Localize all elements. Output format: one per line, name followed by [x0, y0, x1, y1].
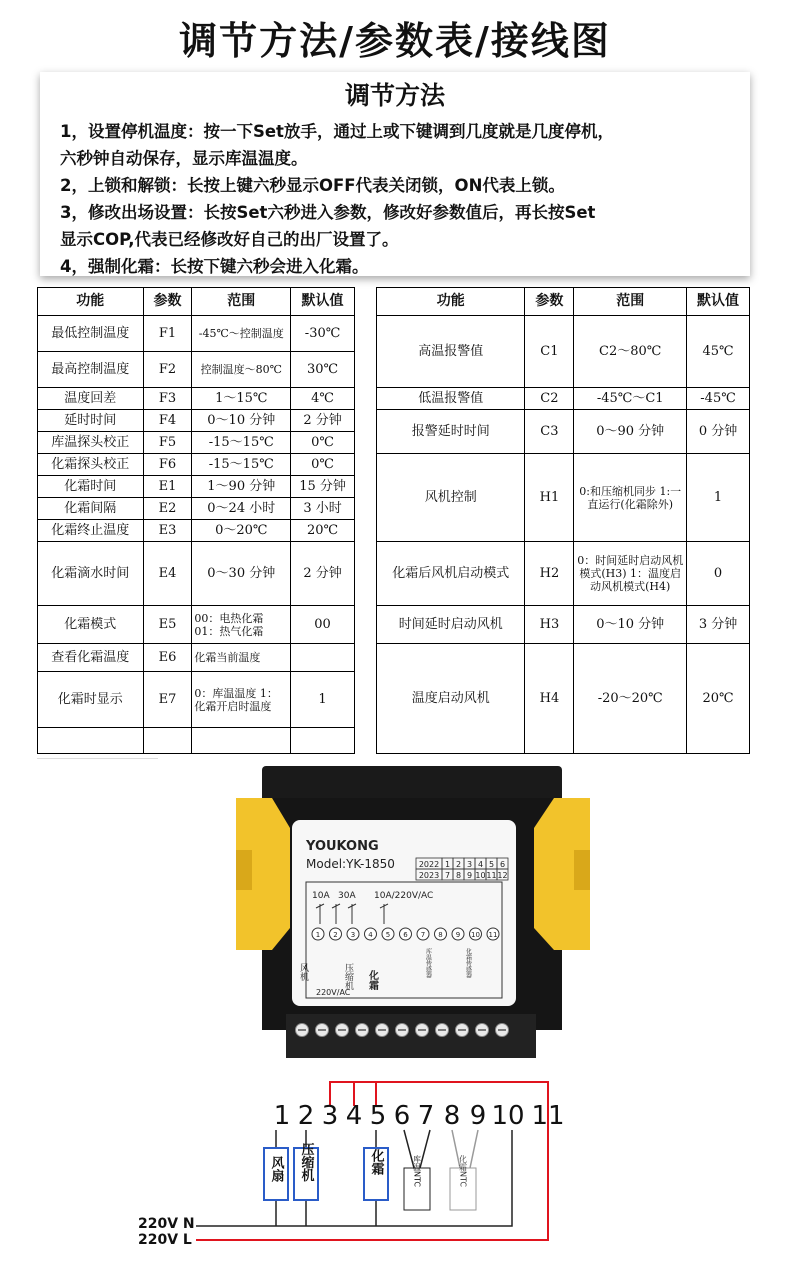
column-header: 范围: [574, 288, 687, 316]
parameter-table-right: [376, 287, 750, 754]
cell-function: 化霜间隔: [38, 498, 144, 520]
cell-param: F4: [143, 410, 192, 432]
cell-default: -45℃: [687, 388, 750, 410]
cell-function: 最低控制温度: [38, 316, 144, 352]
column-header: 参数: [143, 288, 192, 316]
cell-range: -45℃～控制温度: [192, 316, 291, 352]
cell-range: 00：电热化霜 01：热气化霜: [192, 606, 291, 644]
cell-param: H4: [525, 644, 574, 754]
cell-param: C1: [525, 316, 574, 388]
cell-default: 15 分钟: [291, 476, 355, 498]
cell-range: 0～10 分钟: [574, 606, 687, 644]
cell-function: 化霜后风机启动模式: [377, 542, 525, 606]
table-row: [38, 476, 355, 498]
table-row: [38, 672, 355, 728]
wiring-diagram: [0, 1078, 790, 1263]
cell-function: 化霜探头校正: [38, 454, 144, 476]
table-row: [377, 606, 750, 644]
cell-function: 最高控制温度: [38, 352, 144, 388]
cell-param: E3: [143, 520, 192, 542]
cell-param: F6: [143, 454, 192, 476]
terminal-number-row: [274, 1101, 565, 1131]
cell-default: -30℃: [291, 316, 355, 352]
cell-range: C2～80℃: [574, 316, 687, 388]
cell-param: F1: [143, 316, 192, 352]
wiring-terminal-number: 8: [443, 1101, 461, 1131]
method-line: 1，设置停机温度：按一下Set放手，通过上或下键调到几度就是几度停机，: [60, 122, 614, 141]
cell-default: 20℃: [291, 520, 355, 542]
neutral-label: 220V N: [138, 1216, 195, 1232]
terminal-number: 9: [455, 931, 461, 939]
table-row: [38, 352, 355, 388]
defrost-ntc-label: 化霜NTC: [458, 1155, 468, 1187]
cell-param: H3: [525, 606, 574, 644]
device-brand: YOUKONG: [306, 839, 379, 854]
cell-default: 0: [687, 542, 750, 606]
wiring-terminal-number: 2: [297, 1101, 315, 1131]
cell-range: 控制温度～80℃: [192, 352, 291, 388]
table-row: [38, 388, 355, 410]
cell-param: C3: [525, 410, 574, 454]
wiring-terminal-number: 11: [531, 1101, 565, 1131]
cell-function: 化霜滴水时间: [38, 542, 144, 606]
cell-param: E2: [143, 498, 192, 520]
cell-param: F3: [143, 388, 192, 410]
wiring-terminal-number: 6: [393, 1101, 411, 1131]
cell-function: 查看化霜温度: [38, 644, 144, 672]
column-header: 功能: [38, 288, 144, 316]
method-line: 显示COP,代表已经修改好自己的出厂设置了。: [60, 230, 399, 249]
cell-param: E5: [143, 606, 192, 644]
terminal-number: 1: [315, 931, 321, 939]
cell-default: 3 小时: [291, 498, 355, 520]
method-line: 2，上锁和解锁：长按上键六秒显示OFF代表关闭锁，ON代表上锁。: [60, 176, 565, 195]
cell-function: 化霜终止温度: [38, 520, 144, 542]
method-line: 六秒钟自动保存，显示库温温度。: [60, 149, 308, 168]
terminal-number: 4: [368, 931, 373, 939]
cell-range: 0～10 分钟: [192, 410, 291, 432]
cell-range: -15～15℃: [192, 454, 291, 476]
cell-range: 0～20℃: [192, 520, 291, 542]
cell-function: 延时时间: [38, 410, 144, 432]
rating-label: 10A: [312, 891, 330, 901]
fan-label: 风机: [298, 963, 308, 981]
cell-param: F5: [143, 432, 192, 454]
cell-range: 0：库温温度 1：化霜开启时温度: [192, 672, 291, 728]
terminal-number: 7: [420, 931, 426, 939]
date-cell: 9: [466, 871, 473, 880]
method-panel: [40, 72, 750, 276]
rating-label: 30A: [338, 891, 356, 901]
cell-param: E1: [143, 476, 192, 498]
cell-default: 20℃: [687, 644, 750, 754]
parameter-table-left: [37, 287, 355, 754]
date-cell: 2: [455, 860, 462, 869]
cell-range: -15～15℃: [192, 432, 291, 454]
cell-default: 1: [687, 454, 750, 542]
cell-default: 4℃: [291, 388, 355, 410]
cell-function: 化霜模式: [38, 606, 144, 644]
cell-default: 45℃: [687, 316, 750, 388]
cell-range: 0～24 小时: [192, 498, 291, 520]
cell-function: 温度回差: [38, 388, 144, 410]
cell-param: H1: [525, 454, 574, 542]
date-cell: 3: [466, 860, 473, 869]
table-row: [38, 316, 355, 352]
defrost-component-label: 化霜: [368, 1149, 384, 1175]
date-cell: 4: [477, 860, 484, 869]
cell-default: 0 分钟: [687, 410, 750, 454]
terminal-circles: [312, 928, 499, 940]
cell-range: -20～20℃: [574, 644, 687, 754]
terminal-number: 5: [385, 931, 391, 939]
table-row: [38, 454, 355, 476]
column-header: 默认值: [687, 288, 750, 316]
cell-range: 0:和压缩机同步 1:一直运行(化霜除外): [574, 454, 687, 542]
date-cell: 7: [444, 871, 451, 880]
wiring-terminal-number: 5: [369, 1101, 387, 1131]
cell-function: 低温报警值: [377, 388, 525, 410]
wiring-terminal-number: 4: [345, 1101, 363, 1131]
table-row: [377, 388, 750, 410]
column-header: 功能: [377, 288, 525, 316]
date-cell: 2022: [418, 860, 440, 869]
date-cell: 2023: [418, 871, 440, 880]
cell-function: 化霜时显示: [38, 672, 144, 728]
table-row: [38, 432, 355, 454]
date-cell: 6: [499, 860, 506, 869]
wiring-terminal-number: 1: [273, 1101, 291, 1131]
cell-range: 0：时间延时启动风机模式(H3) 1：温度启动风机模式(H4): [574, 542, 687, 606]
cell-range: 0～30 分钟: [192, 542, 291, 606]
table-row: [377, 316, 750, 388]
cell-function: 化霜时间: [38, 476, 144, 498]
wiring-terminal-number: 3: [321, 1101, 339, 1131]
terminal-number: 10: [471, 931, 480, 939]
room-sensor-label: 库温传感器: [424, 948, 432, 978]
table-row: [38, 542, 355, 606]
defrost-sensor-label: 化霜传感器: [464, 948, 472, 978]
cell-function: 风机控制: [377, 454, 525, 542]
terminal-number: 6: [403, 931, 408, 939]
table-row: [377, 644, 750, 754]
column-header: 默认值: [291, 288, 355, 316]
terminal-number: 2: [333, 931, 338, 939]
date-cell: 1: [444, 860, 451, 869]
cell-function: 库温探头校正: [38, 432, 144, 454]
cell-param: C2: [525, 388, 574, 410]
cell-default: 0℃: [291, 454, 355, 476]
table-row: [377, 410, 750, 454]
terminal-number: 11: [488, 931, 498, 939]
wiring-terminal-number: 10: [491, 1101, 525, 1131]
table-row-empty: [38, 728, 355, 754]
cell-function: 高温报警值: [377, 316, 525, 388]
cell-default: 30℃: [291, 352, 355, 388]
cell-default: [291, 644, 355, 672]
cell-default: 0℃: [291, 432, 355, 454]
table-row: [377, 542, 750, 606]
terminal-number: 3: [350, 931, 356, 939]
column-header: 参数: [525, 288, 574, 316]
table-header-row: [377, 288, 750, 316]
compressor-component-label: 压缩机: [298, 1142, 314, 1182]
cell-param: E7: [143, 672, 192, 728]
cell-function: 时间延时启动风机: [377, 606, 525, 644]
terminal-number: 8: [438, 931, 443, 939]
date-cell: 12: [497, 871, 508, 880]
table-row: [38, 410, 355, 432]
method-line: 4，强制化霜：长按下键六秒会进入化霜。: [60, 257, 369, 276]
cell-default: 3 分钟: [687, 606, 750, 644]
method-line: 3，修改出场设置：长按Set六秒进入参数，修改好参数值后，再长按Set: [60, 203, 596, 222]
cell-function: 温度启动风机: [377, 644, 525, 754]
cell-range: 1～90 分钟: [192, 476, 291, 498]
cell-range: 1～15℃: [192, 388, 291, 410]
cell-default: 2 分钟: [291, 410, 355, 432]
cell-param: H2: [525, 542, 574, 606]
cell-default: 2 分钟: [291, 542, 355, 606]
defrost-label: 化霜: [366, 970, 378, 990]
wiring-terminal-number: 9: [469, 1101, 487, 1131]
cell-range: 化霜当前温度: [192, 644, 291, 672]
date-cell: 8: [455, 871, 462, 880]
controller-device-illustration: [0, 758, 790, 1078]
cell-param: E6: [143, 644, 192, 672]
column-header: 范围: [192, 288, 291, 316]
table-row: [377, 454, 750, 542]
date-cell: 5: [488, 860, 495, 869]
cell-default: 00: [291, 606, 355, 644]
device-model: Model:YK-1850: [306, 857, 395, 871]
date-cell: 11: [486, 871, 497, 880]
fan-component-label: 风扇: [268, 1156, 284, 1182]
cell-param: F2: [143, 352, 192, 388]
room-ntc-label: 库温NTC: [412, 1155, 422, 1187]
table-row: [38, 644, 355, 672]
page-title: 调节方法/参数表/接线图: [179, 19, 611, 63]
compressor-label: 压缩机: [343, 963, 353, 990]
cell-param: E4: [143, 542, 192, 606]
cell-function: 报警延时时间: [377, 410, 525, 454]
live-label: 220V L: [138, 1232, 192, 1248]
cell-range: 0～90 分钟: [574, 410, 687, 454]
date-cell: 10: [475, 871, 486, 880]
table-row: [38, 498, 355, 520]
table-row: [38, 606, 355, 644]
wiring-terminal-number: 7: [417, 1101, 435, 1131]
rating-label: 10A/220V/AC: [374, 891, 434, 901]
method-heading: 调节方法: [344, 81, 445, 110]
supply-label: 220V/AC: [316, 988, 351, 997]
cell-range: -45℃～C1: [574, 388, 687, 410]
table-header-row: [38, 288, 355, 316]
table-row: [38, 520, 355, 542]
cell-default: 1: [291, 672, 355, 728]
